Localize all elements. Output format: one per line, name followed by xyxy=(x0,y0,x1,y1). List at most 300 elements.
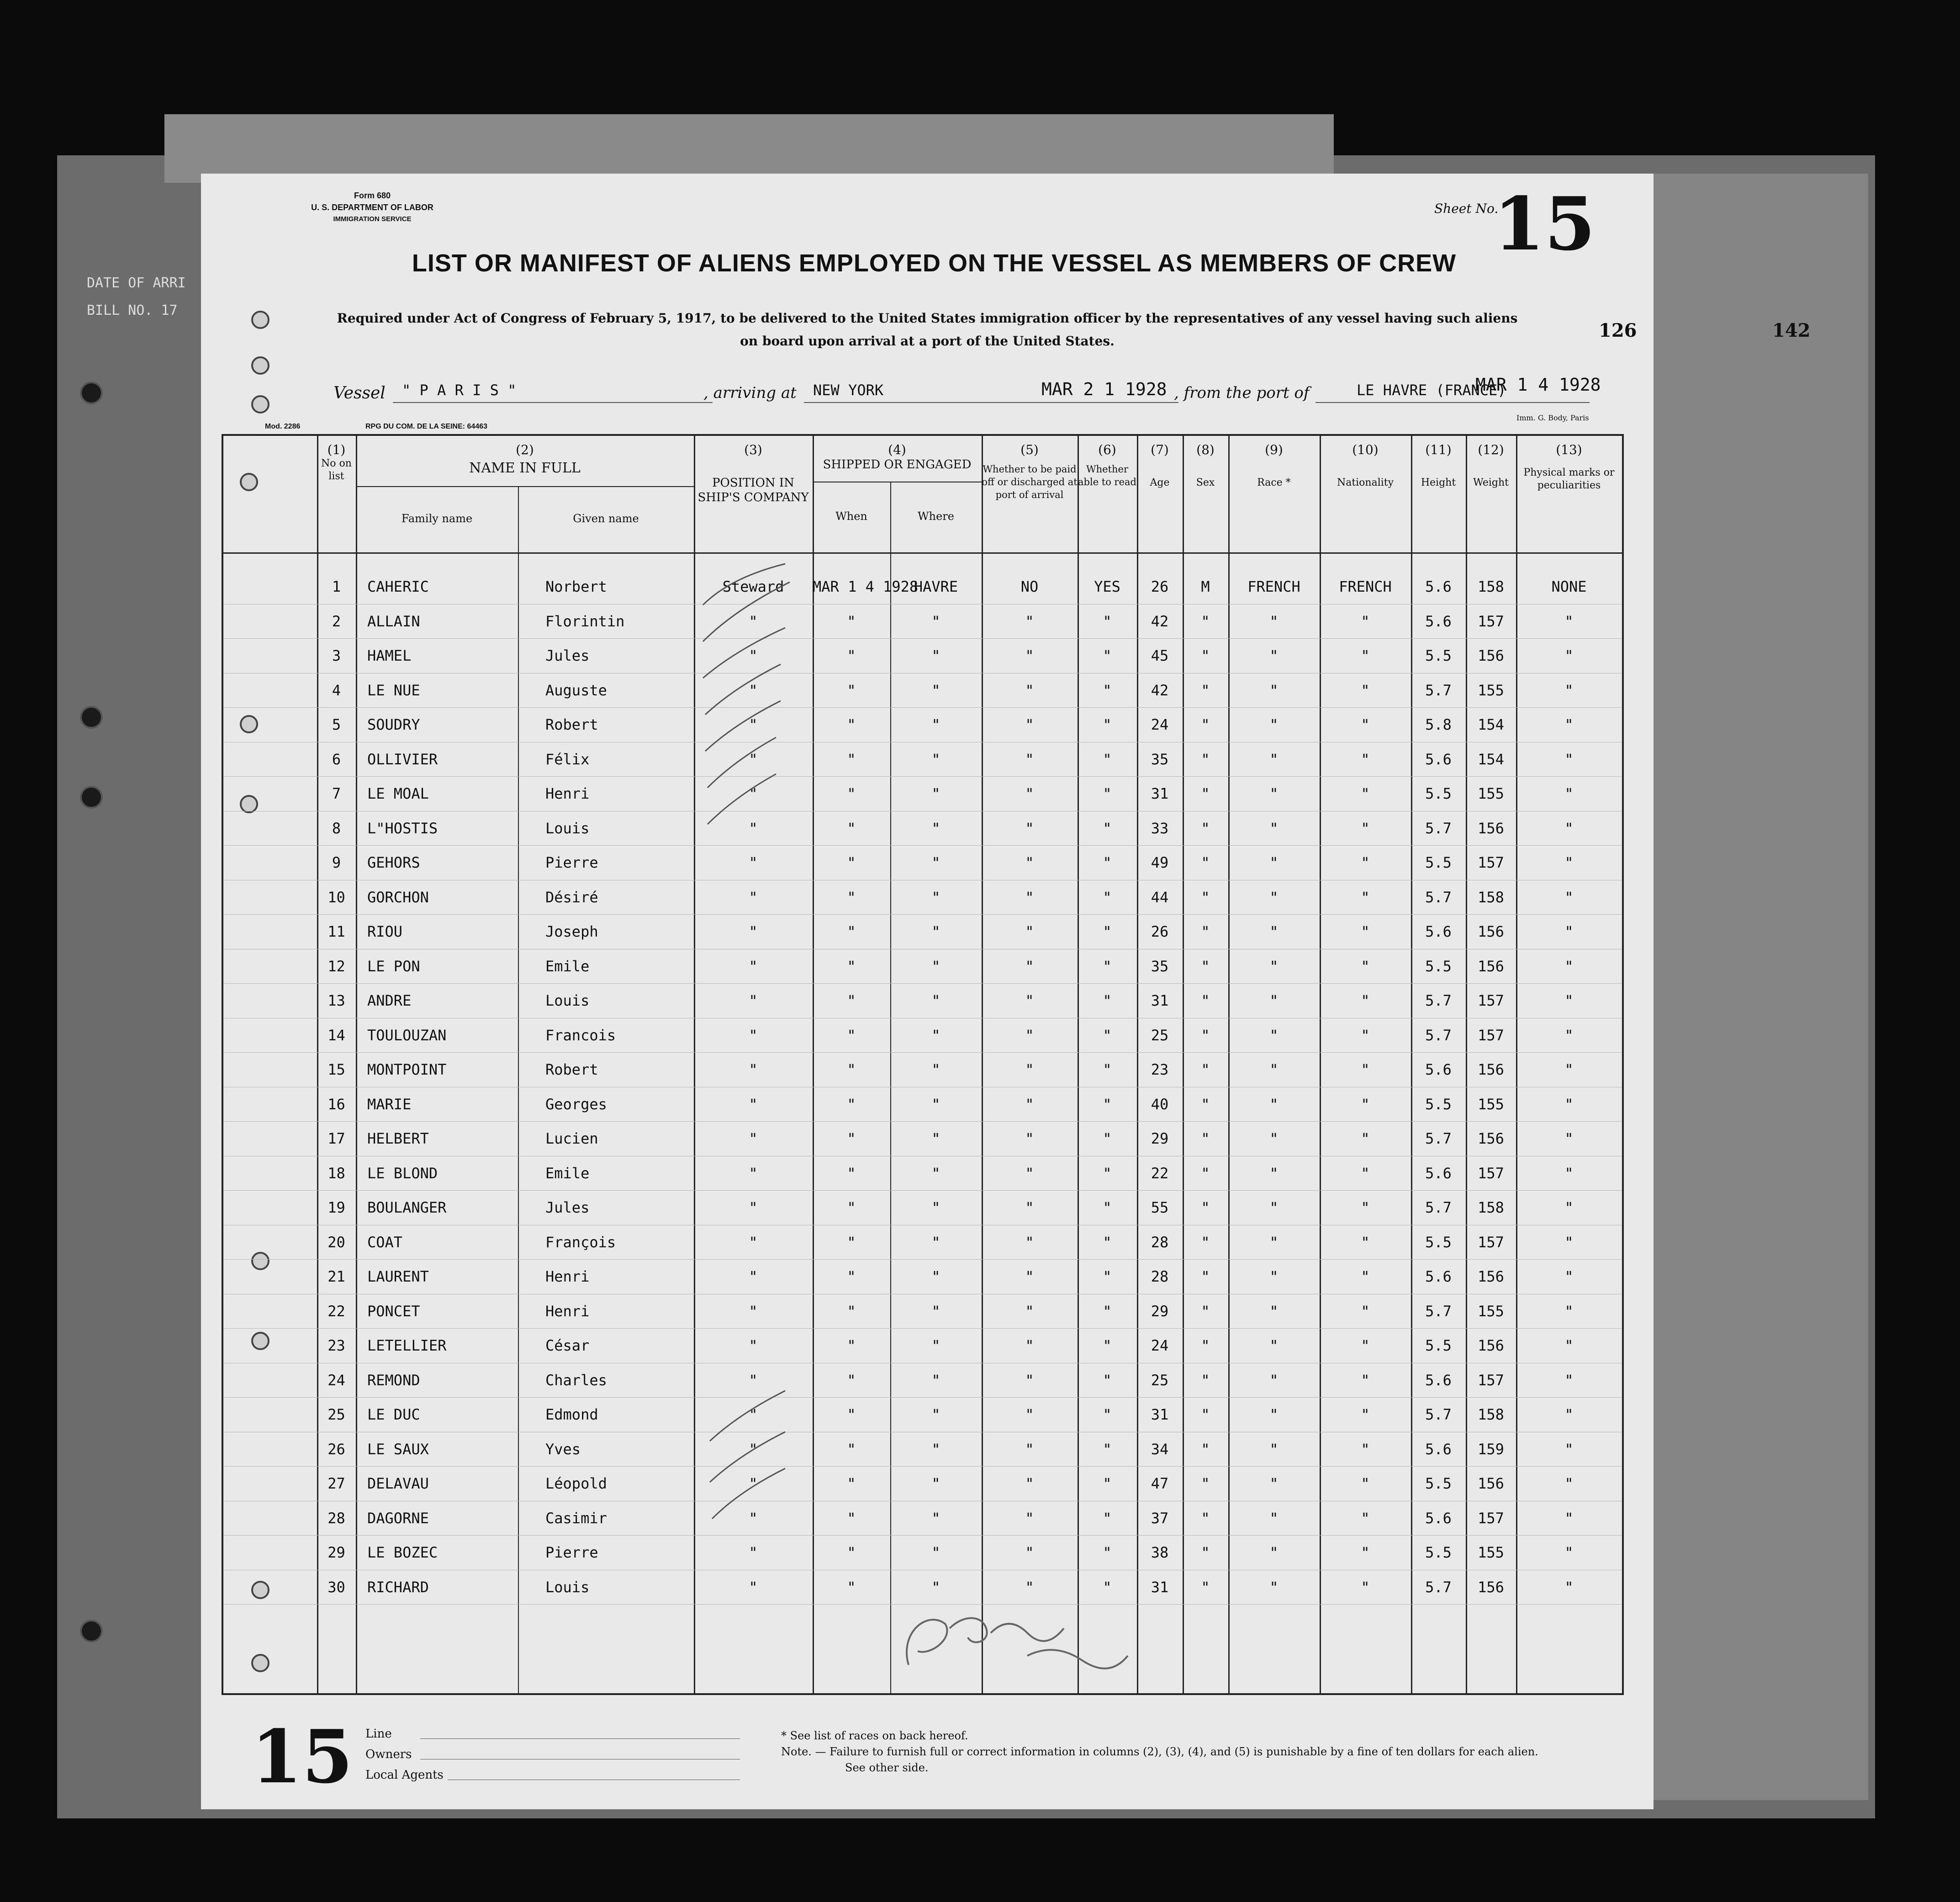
owners-label: Owners xyxy=(365,1748,412,1761)
vessel-label: Vessel xyxy=(333,384,386,403)
shipped-where: " xyxy=(931,612,940,630)
shipped-where: " xyxy=(931,1302,940,1320)
other-side-note: See other side. xyxy=(845,1761,929,1774)
weight: 156 xyxy=(1478,1337,1504,1354)
nationality: " xyxy=(1361,1061,1370,1078)
page-hole xyxy=(251,395,269,413)
paid-off: " xyxy=(1025,1026,1034,1044)
able-to-read: " xyxy=(1103,681,1112,699)
weight: 157 xyxy=(1478,1371,1504,1389)
family-name-header: Family name xyxy=(401,512,473,525)
race: " xyxy=(1269,716,1278,733)
weight: 156 xyxy=(1478,923,1504,940)
family-name: LE MOAL xyxy=(367,785,429,802)
given-name: Georges xyxy=(545,1095,607,1113)
height: 5.5 xyxy=(1425,647,1452,664)
row-rule xyxy=(223,638,1622,639)
age: 28 xyxy=(1151,1268,1169,1285)
nationality: " xyxy=(1361,750,1370,768)
position: " xyxy=(749,1164,758,1182)
race: " xyxy=(1269,750,1278,768)
age: 23 xyxy=(1151,1061,1169,1078)
shipped-when: " xyxy=(847,1130,856,1147)
row-number: 5 xyxy=(332,716,341,733)
col10-header: (10) Nationality xyxy=(1337,442,1394,488)
age: 38 xyxy=(1151,1544,1169,1561)
height: 5.6 xyxy=(1425,1509,1452,1527)
race: " xyxy=(1269,1544,1278,1561)
race: FRENCH xyxy=(1247,578,1300,595)
shipped-when: " xyxy=(847,1544,856,1561)
form-number: Form 680 xyxy=(354,191,391,200)
shipped-when: " xyxy=(847,1337,856,1354)
race: " xyxy=(1269,1026,1278,1044)
paid-off: " xyxy=(1025,1268,1034,1285)
able-to-read: " xyxy=(1103,1095,1112,1113)
age: 35 xyxy=(1151,957,1169,975)
row-rule xyxy=(223,845,1622,846)
family-name: HAMEL xyxy=(367,647,412,664)
manifest-page xyxy=(201,174,1654,1809)
col9-header: (9) Race * xyxy=(1257,442,1291,488)
given-name: Louis xyxy=(545,992,590,1009)
race: " xyxy=(1269,647,1278,664)
line-label: Line xyxy=(365,1727,392,1741)
race: " xyxy=(1269,1164,1278,1182)
able-to-read: " xyxy=(1103,1371,1112,1389)
shipped-where: " xyxy=(931,1406,940,1423)
weight: 158 xyxy=(1478,578,1504,595)
age: 29 xyxy=(1151,1302,1169,1320)
sex: " xyxy=(1201,1130,1210,1147)
given-name: Edmond xyxy=(545,1406,598,1423)
weight: 156 xyxy=(1478,1475,1504,1492)
family-name: GEHORS xyxy=(367,854,420,871)
race: " xyxy=(1269,957,1278,975)
paid-off: " xyxy=(1025,854,1034,871)
nationality: " xyxy=(1361,888,1370,906)
row-rule xyxy=(223,1535,1622,1536)
able-to-read: " xyxy=(1103,750,1112,768)
physical-marks: " xyxy=(1564,1268,1574,1285)
weight: 157 xyxy=(1478,1509,1504,1527)
height: 5.7 xyxy=(1425,1406,1452,1423)
physical-marks: " xyxy=(1564,750,1574,768)
shipped-where: " xyxy=(931,957,940,975)
height: 5.5 xyxy=(1425,1095,1452,1113)
sex: " xyxy=(1201,716,1210,733)
binder-hole xyxy=(80,706,103,729)
height: 5.7 xyxy=(1425,1130,1452,1147)
sex: " xyxy=(1201,1268,1210,1285)
paid-off: " xyxy=(1025,681,1034,699)
position: Steward xyxy=(722,578,784,595)
physical-marks: " xyxy=(1564,1233,1574,1251)
shipped-where: " xyxy=(931,992,940,1009)
row-rule xyxy=(223,1328,1622,1329)
given-name: Robert xyxy=(545,1061,598,1078)
weight: 158 xyxy=(1478,888,1504,906)
nationality: " xyxy=(1361,1337,1370,1354)
shipped-when: " xyxy=(847,1061,856,1078)
able-to-read: " xyxy=(1103,612,1112,630)
position: " xyxy=(749,1406,758,1423)
age: 44 xyxy=(1151,888,1169,906)
sex: " xyxy=(1201,957,1210,975)
weight: 157 xyxy=(1478,854,1504,871)
race: " xyxy=(1269,785,1278,802)
race: " xyxy=(1269,1095,1278,1113)
able-to-read: " xyxy=(1103,923,1112,940)
position: " xyxy=(749,1268,758,1285)
paid-off: " xyxy=(1025,1199,1034,1216)
race: " xyxy=(1269,612,1278,630)
shipped-where: " xyxy=(931,1268,940,1285)
printer-label: Imm. G. Body, Paris xyxy=(1516,413,1589,422)
paid-off: " xyxy=(1025,1337,1034,1354)
paid-off: " xyxy=(1025,819,1034,837)
age: 28 xyxy=(1151,1233,1169,1251)
nationality: " xyxy=(1361,647,1370,664)
height: 5.6 xyxy=(1425,578,1452,595)
row-number: 2 xyxy=(332,612,341,630)
height: 5.7 xyxy=(1425,681,1452,699)
shipped-when: " xyxy=(847,1026,856,1044)
paid-off: " xyxy=(1025,992,1034,1009)
family-name: LE NUE xyxy=(367,681,420,699)
weight: 157 xyxy=(1478,992,1504,1009)
back-sheet-right xyxy=(1654,174,1868,1800)
race: " xyxy=(1269,923,1278,940)
race: " xyxy=(1269,992,1278,1009)
sheet-label: Sheet No. xyxy=(1434,201,1499,216)
position: " xyxy=(749,1337,758,1354)
height: 5.5 xyxy=(1425,957,1452,975)
col5-header: (5) Whether to be paid off or discharged at port of arrival xyxy=(982,442,1078,500)
family-name: ANDRE xyxy=(367,992,412,1009)
row-number: 4 xyxy=(332,681,341,699)
shipped-when: " xyxy=(847,819,856,837)
weight: 155 xyxy=(1478,785,1504,802)
nationality: " xyxy=(1361,785,1370,802)
weight: 157 xyxy=(1478,1026,1504,1044)
height: 5.7 xyxy=(1425,1199,1452,1216)
nationality: " xyxy=(1361,854,1370,871)
weight: 155 xyxy=(1478,681,1504,699)
row-number: 6 xyxy=(332,750,341,768)
row-number: 19 xyxy=(328,1199,345,1216)
family-name: MONTPOINT xyxy=(367,1061,447,1078)
binder-hole xyxy=(80,381,103,404)
sex: " xyxy=(1201,750,1210,768)
row-number: 7 xyxy=(332,785,341,802)
paid-off: " xyxy=(1025,1095,1034,1113)
shipped-where: " xyxy=(931,1544,940,1561)
sex: " xyxy=(1201,1475,1210,1492)
shipped-when: " xyxy=(847,1095,856,1113)
shipped-when: " xyxy=(847,1406,856,1423)
position: " xyxy=(749,1578,758,1596)
position: " xyxy=(749,1130,758,1147)
race: " xyxy=(1269,681,1278,699)
sex: " xyxy=(1201,1337,1210,1354)
able-to-read: " xyxy=(1103,1199,1112,1216)
agents-label: Local Agents xyxy=(365,1768,444,1782)
races-note: * See list of races on back hereof. xyxy=(781,1729,968,1742)
given-name: Lucien xyxy=(545,1130,598,1147)
sex: " xyxy=(1201,923,1210,940)
family-name: RICHARD xyxy=(367,1578,429,1596)
weight: 156 xyxy=(1478,1578,1504,1596)
header-divider xyxy=(223,552,1622,554)
penalty-note: Note. — Failure to furnish full or correct information in columns (2), (3), (4), and (5) is punishable by a fine of ten dollars for each alien. xyxy=(781,1745,1538,1758)
row-number: 17 xyxy=(328,1130,345,1147)
sex: " xyxy=(1201,785,1210,802)
weight: 157 xyxy=(1478,612,1504,630)
given-name: Pierre xyxy=(545,1544,598,1561)
given-name: Jules xyxy=(545,647,590,664)
paid-off: " xyxy=(1025,1130,1034,1147)
physical-marks: " xyxy=(1564,1544,1574,1561)
height: 5.5 xyxy=(1425,1337,1452,1354)
position: " xyxy=(749,854,758,871)
subtitle-line-2: on board upon arrival at a port of the United States. xyxy=(740,334,1115,349)
manifest-title: LIST OR MANIFEST OF ALIENS EMPLOYED ON THE VESSEL AS MEMBERS OF CREW xyxy=(412,249,1457,277)
position: " xyxy=(749,888,758,906)
able-to-read: " xyxy=(1103,1130,1112,1147)
family-name: PONCET xyxy=(367,1302,420,1320)
height: 5.5 xyxy=(1425,1544,1452,1561)
shipped-when: " xyxy=(847,1578,856,1596)
shipped-where: " xyxy=(931,854,940,871)
physical-marks: NONE xyxy=(1551,578,1587,595)
sex: " xyxy=(1201,1302,1210,1320)
age: 25 xyxy=(1151,1026,1169,1044)
paid-off: " xyxy=(1025,1061,1034,1078)
race: " xyxy=(1269,1061,1278,1078)
sex: " xyxy=(1201,1371,1210,1389)
physical-marks: " xyxy=(1564,854,1574,871)
family-name: OLLIVIER xyxy=(367,750,438,768)
col7-header: (7) Age xyxy=(1150,442,1170,488)
family-name: DELAVAU xyxy=(367,1475,429,1492)
shipped-where: " xyxy=(931,923,940,940)
page-hole xyxy=(251,356,269,375)
age: 34 xyxy=(1151,1440,1169,1458)
row-number: 12 xyxy=(328,957,345,975)
able-to-read: " xyxy=(1103,1061,1112,1078)
weight: 156 xyxy=(1478,1130,1504,1147)
physical-marks: " xyxy=(1564,1130,1574,1147)
vessel-name: " P A R I S " xyxy=(402,381,517,399)
shipped-when: " xyxy=(847,716,856,733)
sex: " xyxy=(1201,1061,1210,1078)
nationality: " xyxy=(1361,1371,1370,1389)
family-name: DAGORNE xyxy=(367,1509,429,1527)
able-to-read: " xyxy=(1103,957,1112,975)
position: " xyxy=(749,647,758,664)
family-name: HELBERT xyxy=(367,1130,429,1147)
position: " xyxy=(749,785,758,802)
age: 45 xyxy=(1151,647,1169,664)
position: " xyxy=(749,1509,758,1527)
physical-marks: " xyxy=(1564,1406,1574,1423)
row-number: 22 xyxy=(328,1302,345,1320)
registry-label: RPG DU COM. DE LA SEINE: 64463 xyxy=(365,423,488,430)
row-number: 23 xyxy=(328,1337,345,1354)
sex: " xyxy=(1201,1578,1210,1596)
physical-marks: " xyxy=(1564,1337,1574,1354)
race: " xyxy=(1269,1509,1278,1527)
given-name-header: Given name xyxy=(573,512,639,525)
nationality: FRENCH xyxy=(1339,578,1392,595)
position: " xyxy=(749,819,758,837)
race: " xyxy=(1269,1302,1278,1320)
given-name: César xyxy=(545,1337,590,1354)
officer-signature xyxy=(890,1596,1146,1679)
row-rule xyxy=(223,983,1622,984)
row-number: 3 xyxy=(332,647,341,664)
age: 40 xyxy=(1151,1095,1169,1113)
family-name: LE BOZEC xyxy=(367,1544,438,1561)
height: 5.5 xyxy=(1425,785,1452,802)
able-to-read: " xyxy=(1103,992,1112,1009)
shipped-where: " xyxy=(931,1026,940,1044)
physical-marks: " xyxy=(1564,1095,1574,1113)
side-stamp xyxy=(87,270,210,361)
shipped-where: " xyxy=(931,1164,940,1182)
shipped-when: " xyxy=(847,1164,856,1182)
back-sheet-top xyxy=(164,114,1334,183)
age: 24 xyxy=(1151,716,1169,733)
sheet-number-bottom: 15 xyxy=(251,1714,353,1800)
row-rule xyxy=(223,1259,1622,1260)
paid-off: " xyxy=(1025,1406,1034,1423)
row-number: 10 xyxy=(328,888,345,906)
physical-marks: " xyxy=(1564,819,1574,837)
paid-off: " xyxy=(1025,1578,1034,1596)
height: 5.8 xyxy=(1425,716,1452,733)
physical-marks: " xyxy=(1564,992,1574,1009)
shipped-where: " xyxy=(931,888,940,906)
name-subheader-line xyxy=(356,486,694,487)
shipped-when: " xyxy=(847,1268,856,1285)
col12-header: (12) Weight xyxy=(1473,442,1509,488)
height: 5.5 xyxy=(1425,854,1452,871)
height: 5.7 xyxy=(1425,1302,1452,1320)
family-name: GORCHON xyxy=(367,888,429,906)
given-name: Yves xyxy=(545,1440,581,1458)
line-underline xyxy=(420,1738,740,1739)
nationality: " xyxy=(1361,681,1370,699)
age: 35 xyxy=(1151,750,1169,768)
given-name: Auguste xyxy=(545,681,607,699)
shipped-where: " xyxy=(931,1578,940,1596)
shipped-where: " xyxy=(931,1061,940,1078)
nationality: " xyxy=(1361,819,1370,837)
paid-off: NO xyxy=(1020,578,1039,595)
paid-off: " xyxy=(1025,785,1034,802)
weight: 154 xyxy=(1478,750,1504,768)
sex: " xyxy=(1201,854,1210,871)
given-name: Emile xyxy=(545,1164,590,1182)
shipped-when: MAR 1 4 1928 xyxy=(813,578,919,595)
family-name: LE DUC xyxy=(367,1406,420,1423)
weight: 156 xyxy=(1478,819,1504,837)
weight: 158 xyxy=(1478,1199,1504,1216)
shipped-where: HAVRE xyxy=(914,578,958,595)
weight: 156 xyxy=(1478,1061,1504,1078)
physical-marks: " xyxy=(1564,1509,1574,1527)
paid-off: " xyxy=(1025,1509,1034,1527)
able-to-read: " xyxy=(1103,716,1112,733)
col11-header: (11) Height xyxy=(1421,442,1456,488)
physical-marks: " xyxy=(1564,1440,1574,1458)
paid-off: " xyxy=(1025,1440,1034,1458)
col4-header: (4) SHIPPED OR ENGAGED xyxy=(823,442,972,472)
col3-header: (3) POSITION IN SHIP'S COMPANY xyxy=(697,442,809,504)
paid-off: " xyxy=(1025,612,1034,630)
shipped-when: " xyxy=(847,1440,856,1458)
row-rule xyxy=(223,707,1622,708)
family-name: L"HOSTIS xyxy=(367,819,438,837)
shipped-when: " xyxy=(847,647,856,664)
given-name: Désiré xyxy=(545,888,598,906)
department-name: U. S. DEPARTMENT OF LABOR xyxy=(311,203,433,212)
family-name: TOULOUZAN xyxy=(367,1026,447,1044)
nationality: " xyxy=(1361,1578,1370,1596)
nationality: " xyxy=(1361,1095,1370,1113)
nationality: " xyxy=(1361,1164,1370,1182)
row-number: 14 xyxy=(328,1026,345,1044)
given-name: Casimir xyxy=(545,1509,607,1527)
sex: " xyxy=(1201,1509,1210,1527)
shipped-when: " xyxy=(847,888,856,906)
age: 42 xyxy=(1151,612,1169,630)
age: 22 xyxy=(1151,1164,1169,1182)
height: 5.6 xyxy=(1425,1371,1452,1389)
physical-marks: " xyxy=(1564,1199,1574,1216)
side-stamp-bottom: BILL NO. 17 xyxy=(87,302,178,318)
weight: 157 xyxy=(1478,1164,1504,1182)
age: 31 xyxy=(1151,1406,1169,1423)
nationality: " xyxy=(1361,1509,1370,1527)
age: 29 xyxy=(1151,1130,1169,1147)
shipped-when: " xyxy=(847,612,856,630)
race: " xyxy=(1269,1268,1278,1285)
age: 31 xyxy=(1151,1578,1169,1596)
race: " xyxy=(1269,1233,1278,1251)
paid-off: " xyxy=(1025,957,1034,975)
arriving-port: NEW YORK xyxy=(813,381,884,399)
where-header: Where xyxy=(917,510,954,523)
row-rule xyxy=(223,1397,1622,1398)
row-number: 8 xyxy=(332,819,341,837)
given-name: Francois xyxy=(545,1026,616,1044)
age: 33 xyxy=(1151,819,1169,837)
shipped-when: " xyxy=(847,681,856,699)
position: " xyxy=(749,1199,758,1216)
given-name: Robert xyxy=(545,716,598,733)
height: 5.7 xyxy=(1425,888,1452,906)
position: " xyxy=(749,1440,758,1458)
physical-marks: " xyxy=(1564,1578,1574,1596)
nationality: " xyxy=(1361,957,1370,975)
weight: 156 xyxy=(1478,957,1504,975)
height: 5.6 xyxy=(1425,1268,1452,1285)
height: 5.6 xyxy=(1425,612,1452,630)
height: 5.7 xyxy=(1425,1026,1452,1044)
